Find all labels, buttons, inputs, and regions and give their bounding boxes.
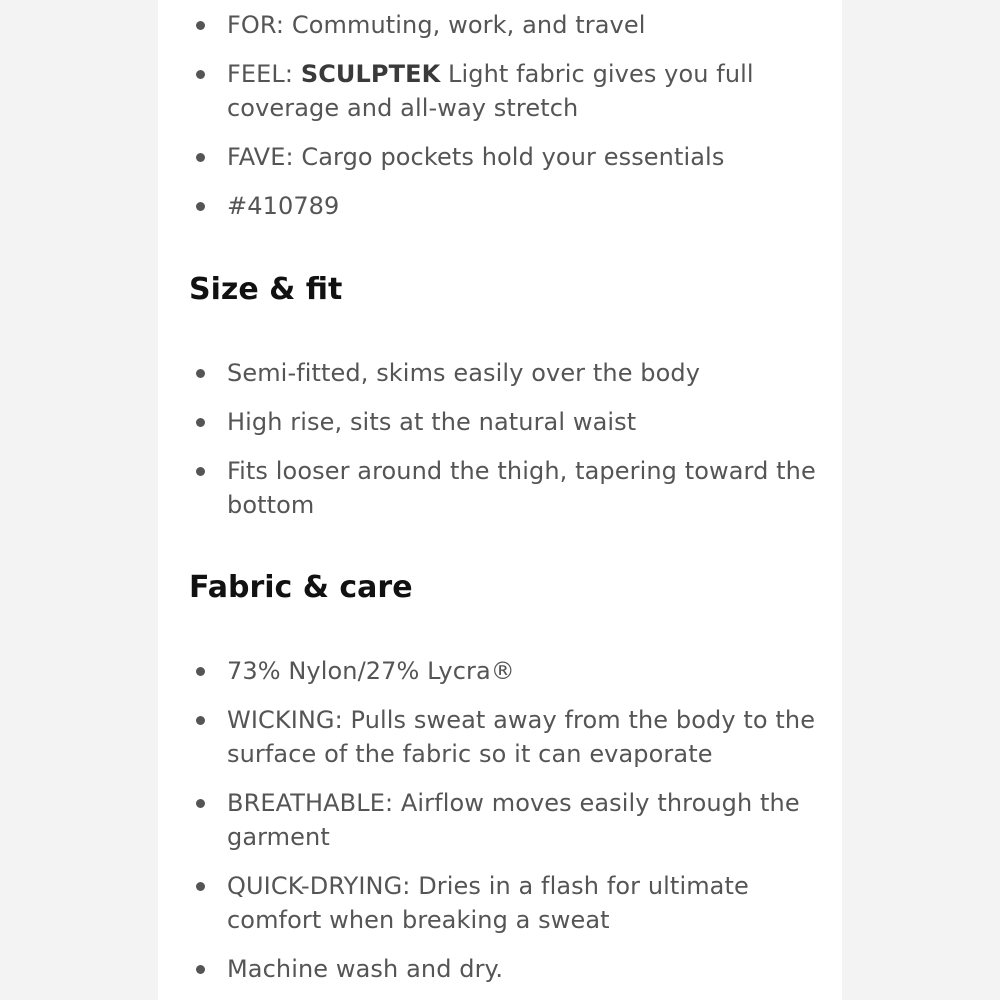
features-list	[158, 8, 842, 238]
fabric-care-list	[158, 654, 842, 1000]
feature-feel-brand: SCULPTEK	[300, 60, 441, 88]
list-item: 73% Nylon/27% Lycra®	[158, 654, 842, 688]
feature-feel-suffix: Light fabric gives you full coverage and all-way stretch	[227, 60, 754, 122]
fabric-care-heading: Fabric & care	[189, 570, 413, 605]
list-item: Fits looser around the thigh, tapering toward the bottom	[158, 454, 842, 522]
list-item	[158, 8, 842, 42]
list-item: Machine wash and dry.	[158, 952, 842, 986]
size-fit-list	[158, 356, 842, 537]
list-item: Semi-fitted, skims easily over the body	[158, 356, 842, 390]
feature-fave-text: FAVE: Cargo pockets hold your essentials	[227, 143, 725, 171]
list-item	[158, 140, 842, 174]
list-item: WICKING: Pulls sweat away from the body to the surface of the fabric so it can evaporate	[158, 703, 842, 771]
list-item	[158, 189, 842, 223]
list-item: BREATHABLE: Airflow moves easily through the garment	[158, 786, 842, 854]
feature-feel-prefix: FEEL:	[227, 60, 301, 88]
list-item	[158, 57, 842, 125]
product-details-panel	[158, 0, 842, 1000]
list-item: High rise, sits at the natural waist	[158, 405, 842, 439]
size-fit-heading: Size & fit	[189, 272, 343, 307]
product-number-text: #410789	[227, 192, 340, 220]
feature-for-text: FOR: Commuting, work, and travel	[227, 11, 646, 39]
list-item: QUICK-DRYING: Dries in a flash for ultimate comfort when breaking a sweat	[158, 869, 842, 937]
